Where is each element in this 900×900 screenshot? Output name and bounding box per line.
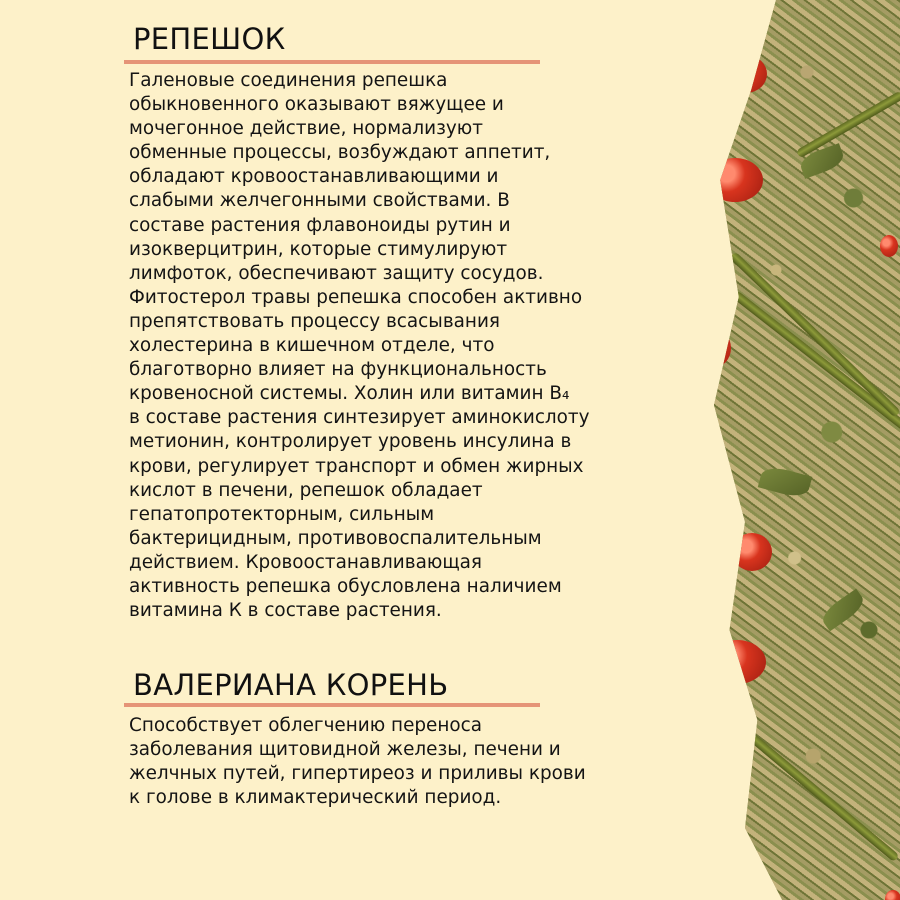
herb-stem bbox=[732, 290, 900, 439]
section-title-repeshok: РЕПЕШОК bbox=[133, 22, 286, 56]
rosehip-icon bbox=[725, 55, 767, 93]
leaf-icon bbox=[758, 464, 813, 500]
title-underline bbox=[124, 60, 540, 64]
rosehip-icon bbox=[707, 158, 763, 202]
rosehip-icon bbox=[708, 640, 766, 684]
title-underline bbox=[124, 703, 540, 707]
section-title-valeriana: ВАЛЕРИАНА КОРЕНЬ bbox=[133, 668, 449, 702]
herb-stem bbox=[741, 727, 900, 862]
herb-stem bbox=[729, 251, 900, 417]
leaf-icon bbox=[818, 589, 867, 632]
rosehip-icon bbox=[708, 808, 744, 848]
rosehip-icon bbox=[732, 533, 772, 571]
rosehip-icon bbox=[695, 328, 731, 368]
rosehip-icon bbox=[885, 890, 900, 900]
section-body-valeriana: Способствует облегчению переноса заболевания щитовидной железы, печени и желчных путей, гипертиреоз и приливы крови к голове в климактерический период. bbox=[129, 715, 586, 809]
rosehip-icon bbox=[880, 235, 898, 257]
section-body-repeshok: Галеновые соединения репешка обыкновенного оказывают вяжущее и мочегонное действие, нормализуют обменные процессы, возбуждают аппетит, обладают кровоостанавливающими и слабыми желчегонными свойствами. В составе растения флавоноиды рутин и изокверцитрин, которые стимулируют лимфоток, обеспечивают защиту сосудов. Фитостерол травы репешка способен активно препятствовать процессу всасывания холестерина в кишечном отделе, что благотворно влияет на функциональность кровеносной системы. Холин или витамин В₄ в составе растения синтезирует аминокислоту метионин, контролирует уровень инсулина в крови, регулирует транспорт и обмен жирных кислот в печени, репешок обладает гепатопротекторным, сильным бактерицидным, противовоспалительным действием. Кровоостанавливающая активность репешка обусловлена наличием витамина К в составе растения. bbox=[129, 70, 590, 622]
herb-stem bbox=[796, 91, 900, 159]
